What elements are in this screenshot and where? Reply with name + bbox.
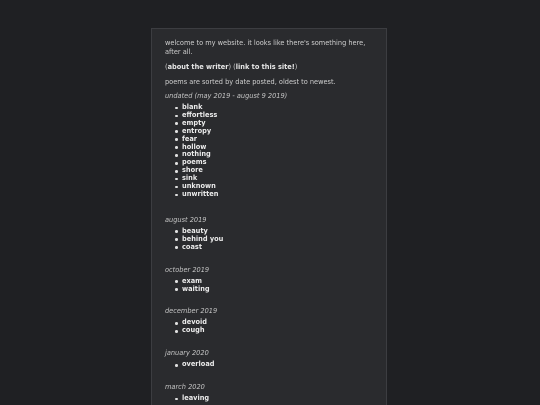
poem-link[interactable]: poems — [182, 158, 207, 167]
poem-list-item — [182, 151, 373, 159]
section-heading: october 2019 — [165, 265, 210, 274]
poem-link[interactable]: shore — [182, 166, 203, 175]
welcome-text: welcome to my website. it looks like there's something here, after all. — [165, 39, 366, 56]
poem-link[interactable]: overload — [182, 360, 215, 369]
poem-list-item — [182, 319, 373, 327]
poem-link[interactable]: blank — [182, 103, 203, 111]
poem-list — [165, 319, 373, 335]
poem-list-item — [182, 167, 373, 175]
poem-link[interactable]: behind you — [182, 234, 224, 243]
poem-link[interactable]: entropy — [182, 126, 212, 135]
poem-link[interactable]: unknown — [182, 182, 216, 191]
poem-link[interactable]: cough — [182, 326, 205, 335]
poem-link[interactable]: nothing — [182, 150, 211, 159]
poem-link[interactable]: leaving — [182, 394, 210, 403]
poem-link[interactable]: sink — [182, 174, 198, 183]
poem-sections — [165, 92, 373, 403]
poem-link[interactable]: coast — [182, 242, 202, 251]
poem-list-item — [182, 136, 373, 144]
poem-list-item — [182, 112, 373, 120]
poem-section — [165, 216, 373, 252]
poem-list — [165, 228, 373, 252]
poem-list — [165, 361, 373, 369]
poem-section — [165, 307, 373, 335]
poem-link[interactable]: unwritten — [182, 189, 219, 198]
poem-list-item — [182, 286, 373, 294]
poem-section — [165, 266, 373, 294]
poem-link[interactable]: effortless — [182, 110, 218, 119]
poem-list — [165, 278, 373, 294]
section-heading: august 2019 — [165, 215, 207, 224]
links-line: (about the writer) (link to this site!) — [165, 63, 298, 71]
poem-link[interactable]: exam — [182, 276, 203, 285]
about-writer-link[interactable]: about the writer — [167, 63, 229, 71]
poem-list-item — [182, 244, 373, 252]
poem-list — [165, 104, 373, 199]
poem-link[interactable]: waiting — [182, 284, 210, 293]
poem-section — [165, 92, 373, 199]
site-link[interactable]: link to this site! — [235, 63, 295, 71]
poem-list-item — [182, 128, 373, 136]
poem-link[interactable]: devoid — [182, 318, 208, 327]
section-heading: december 2019 — [165, 307, 218, 316]
poem-list-item — [182, 278, 373, 286]
poem-link[interactable]: hollow — [182, 142, 207, 151]
poem-section — [165, 349, 373, 369]
poem-list-item — [182, 327, 373, 335]
sort-note: poems are sorted by date posted, oldest to newest. — [165, 78, 336, 86]
content-panel — [151, 28, 387, 405]
poem-section — [165, 383, 373, 403]
poem-list-item — [182, 159, 373, 167]
poem-link[interactable]: beauty — [182, 226, 208, 235]
poem-list-item — [182, 191, 373, 199]
poem-link[interactable]: empty — [182, 118, 206, 127]
poem-list-item — [182, 236, 373, 244]
poem-link[interactable]: fear — [182, 134, 198, 143]
section-heading: undated (may 2019 - august 9 2019) — [165, 92, 288, 100]
section-heading: january 2020 — [165, 349, 209, 358]
section-heading: march 2020 — [165, 383, 205, 392]
poem-list-item — [182, 361, 373, 369]
poem-list — [165, 395, 373, 403]
poem-list-item — [182, 395, 373, 403]
